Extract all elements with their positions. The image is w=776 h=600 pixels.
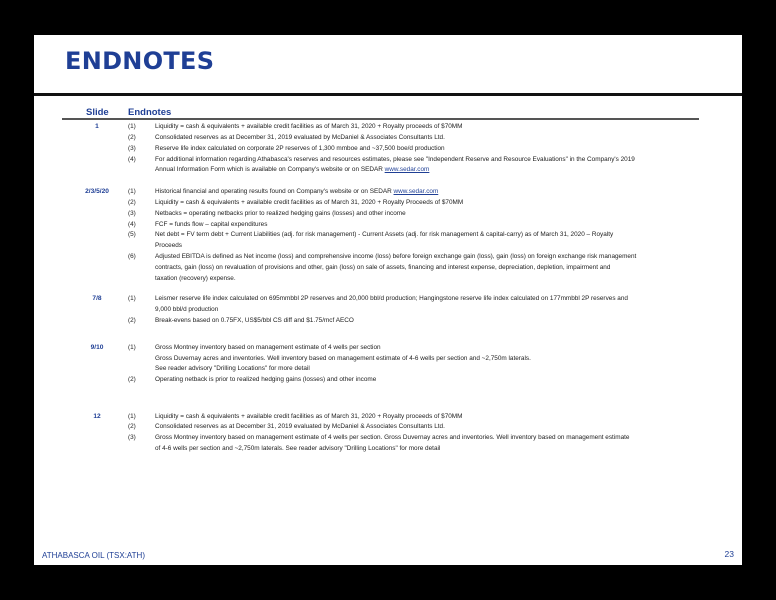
endnote-text-content: Consolidated reserves as at December 31, 2019 evaluated by McDaniel & Associates Consultants Ltd. xyxy=(155,423,445,430)
endnote-text xyxy=(155,262,700,273)
endnote-text-content: of 4-6 wells per section and ~2,750m laterals. See reader advisory "Drilling Locations" for more detail xyxy=(155,445,441,452)
endnote-text xyxy=(155,164,700,175)
table-row xyxy=(34,143,742,154)
endnote-text xyxy=(155,229,700,240)
endnote-text xyxy=(155,421,700,432)
endnote-text xyxy=(155,342,700,353)
endnote-number: (1) xyxy=(128,344,136,351)
endnote-text xyxy=(155,197,700,208)
endnote-text xyxy=(155,443,700,454)
endnote-number: (1) xyxy=(128,413,136,420)
table-row xyxy=(34,208,742,219)
endnote-number: (2) xyxy=(128,423,136,430)
endnote-number: (2) xyxy=(128,376,136,383)
table-row xyxy=(34,304,742,315)
endnote-number: (5) xyxy=(128,231,136,238)
slide-number: 12 xyxy=(93,413,101,420)
table-row xyxy=(34,229,742,240)
column-header-slide: Slide xyxy=(86,107,109,118)
table-row xyxy=(34,186,742,197)
slide-number: 7/8 xyxy=(92,295,102,302)
endnote-text-content: Liquidity = cash & equivalents + available credit facilities as of March 31, 2020 + Royalty proceeds of $70MM xyxy=(155,413,463,420)
endnote-number: (1) xyxy=(128,295,136,302)
endnote-number: (3) xyxy=(128,434,136,441)
endnote-number: (2) xyxy=(128,317,136,324)
endnote-number: (4) xyxy=(128,156,136,163)
table-row xyxy=(34,197,742,208)
slide-number: 2/3/5/20 xyxy=(85,188,109,195)
endnote-number: (6) xyxy=(128,253,136,260)
endnote-number: (3) xyxy=(128,145,136,152)
table-row xyxy=(34,121,742,132)
endnote-text-content: Net debt = FV term debt + Current Liabilities (adj. for risk management) - Current Assets (adj. for risk management & capital-carry) as of March 31, 2020 – Royalty xyxy=(155,231,614,238)
endnote-text-content: Consolidated reserves as at December 31, 2019 evaluated by McDaniel & Associates Consultants Ltd. xyxy=(155,134,445,141)
slide xyxy=(34,35,742,565)
footer-company: ATHABASCA OIL (TSX:ATH) xyxy=(42,551,145,560)
table-row xyxy=(34,262,742,273)
endnote-number: (1) xyxy=(128,123,136,130)
endnote-text xyxy=(155,143,700,154)
table-row xyxy=(34,432,742,443)
table-row xyxy=(34,293,742,304)
endnote-number: (2) xyxy=(128,134,136,141)
table-row xyxy=(34,273,742,284)
table-row xyxy=(34,240,742,251)
table-row xyxy=(34,342,742,353)
endnote-text-content: Gross Montney inventory based on management estimate of 4 wells per section xyxy=(155,344,381,351)
column-header-endnotes: Endnotes xyxy=(128,107,172,118)
endnote-text-content: Operating netback is prior to realized hedging gains (losses) and other income xyxy=(155,376,377,383)
table-row xyxy=(34,315,742,326)
title-divider xyxy=(34,93,742,96)
sedar-link[interactable]: www.sedar.com xyxy=(384,166,430,173)
endnote-text-content: 9,000 bbl/d production xyxy=(155,306,219,313)
endnote-text-content: Leismer reserve life index calculated on 695mmbbl 2P reserves and 20,000 bbl/d production; Hangingstone reserve life index calculated on 177mmbbl 2P reserves and xyxy=(155,295,628,302)
endnote-text xyxy=(155,121,700,132)
page-title: ENDNOTES xyxy=(65,47,215,75)
header-divider xyxy=(62,118,699,120)
endnote-text xyxy=(155,432,700,443)
endnote-text-content: For additional information regarding Athabasca's reserves and resources estimates, please see "Independent Reserve and Resource Evaluations" in the Company's 2019 xyxy=(155,156,635,163)
endnote-number: (1) xyxy=(128,188,136,195)
endnote-text xyxy=(155,208,700,219)
endnote-text-content: contracts, gain (loss) on revaluation of provisions and other, gain (loss) on sale of assets, financing and interest expense, depreciation, depletion, impairment and xyxy=(155,264,611,271)
endnote-text xyxy=(155,251,700,262)
endnote-text xyxy=(155,186,700,197)
endnote-text-content: taxation (recovery) expense. xyxy=(155,275,236,282)
endnote-text-content: Break-evens based on 0.75FX, US$5/bbl CS diff and $1.75/mcf AECO xyxy=(155,317,354,324)
endnote-text xyxy=(155,374,700,385)
endnote-text xyxy=(155,363,700,374)
endnote-text-content: Adjusted EBITDA is defined as Net income (loss) and comprehensive income (loss) before foreign exchange gain (loss), gain (loss) on foreign exchange risk management xyxy=(155,253,637,260)
endnote-text xyxy=(155,304,700,315)
endnote-text-content: Proceeds xyxy=(155,242,182,249)
endnote-number: (3) xyxy=(128,210,136,217)
endnote-text-content: Annual Information Form which is available on Company's website or on SEDAR xyxy=(155,166,385,173)
table-row xyxy=(34,132,742,143)
endnote-text-content: Gross Duvernay acres and inventories. Well inventory based on management estimate of 4-6 wells per section and ~2,750m laterals. xyxy=(155,355,531,362)
table-row xyxy=(34,443,742,454)
endnote-text-content: Netbacks = operating netbacks prior to realized hedging gains (losses) and other income xyxy=(155,210,406,217)
endnote-text xyxy=(155,132,700,143)
table-row xyxy=(34,363,742,374)
endnote-text xyxy=(155,315,700,326)
sedar-link[interactable]: www.sedar.com xyxy=(393,188,439,195)
endnote-text-content: Reserve life index calculated on corporate 2P reserves of 1,300 mmboe and ~37,500 boe/d production xyxy=(155,145,445,152)
endnote-text-content: Gross Montney inventory based on management estimate of 4 wells per section. Gross Duvernay acres and inventories. Well inventory based on management estimate xyxy=(155,434,630,441)
endnote-text-content: FCF = funds flow – capital expenditures xyxy=(155,221,268,228)
slide-number: 9/10 xyxy=(90,344,104,351)
table-row xyxy=(34,421,742,432)
slide-number: 1 xyxy=(95,123,99,130)
page-number: 23 xyxy=(724,549,734,559)
endnote-text-content: Historical financial and operating results found on Company's website or on SEDAR xyxy=(155,188,394,195)
endnote-text xyxy=(155,293,700,304)
endnote-text-content: Liquidity = cash & equivalents + available credit facilities as of March 31, 2020 + Royalty Proceeds of $70MM xyxy=(155,199,464,206)
endnote-number: (4) xyxy=(128,221,136,228)
endnote-text xyxy=(155,240,700,251)
endnote-text-content: Liquidity = cash & equivalents + available credit facilities as of March 31, 2020 + Royalty proceeds of $70MM xyxy=(155,123,463,130)
endnote-text-content: See reader advisory "Drilling Locations" for more detail xyxy=(155,365,310,372)
table-row xyxy=(34,164,742,175)
table-row xyxy=(34,251,742,262)
endnote-text xyxy=(155,273,700,284)
table-row xyxy=(34,374,742,385)
endnote-number: (2) xyxy=(128,199,136,206)
